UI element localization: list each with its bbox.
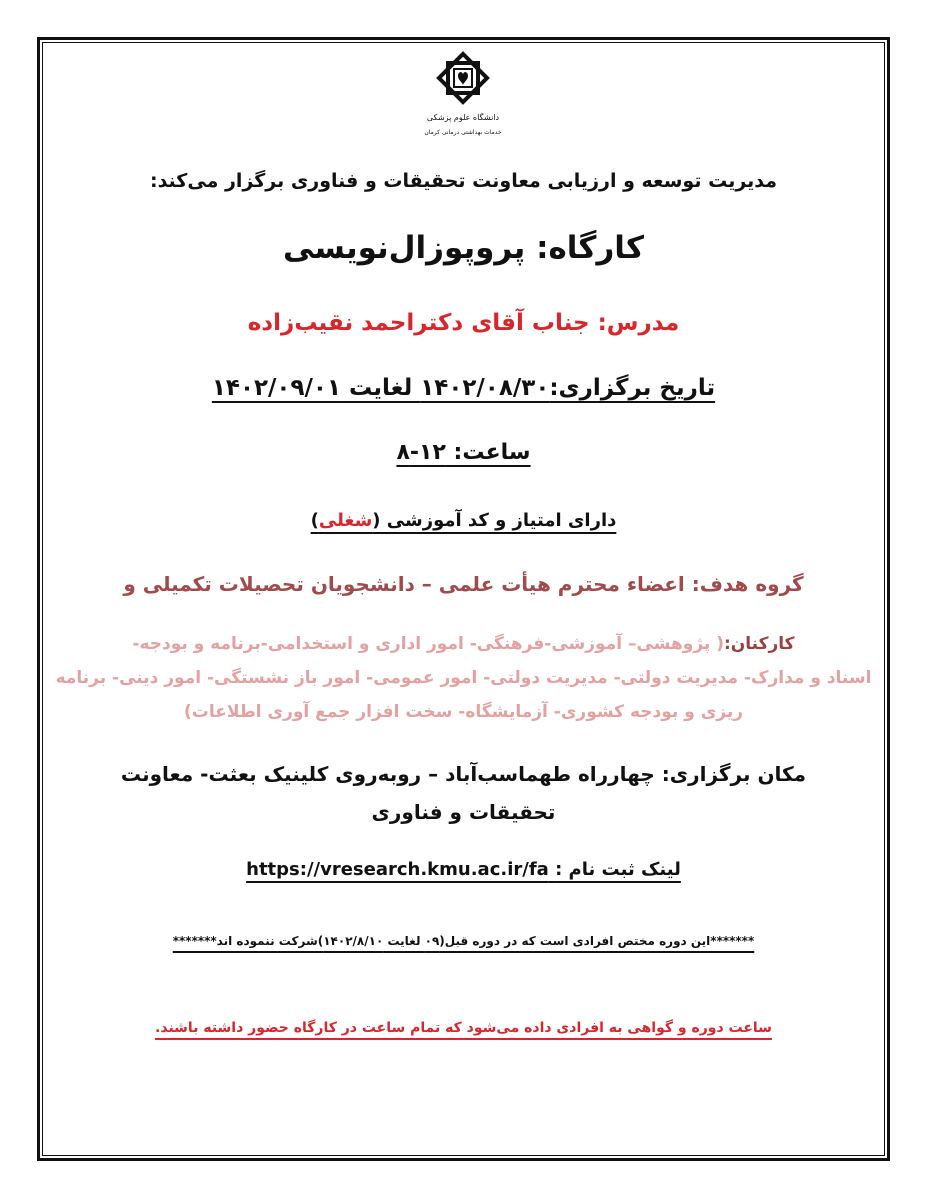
points-highlight: شغلی [318, 510, 373, 531]
venue-line-2: تحقیقات و فناوری [371, 800, 556, 824]
target-group-line: گروه هدف: اعضاء محترم هیأت علمی – دانشجویان تحصیلات تکمیلی و [123, 572, 804, 596]
university-emblem-icon [413, 48, 513, 148]
points-suffix: ) [310, 510, 319, 531]
registration-link[interactable]: https://vresearch.kmu.ac.ir/fa [246, 859, 549, 880]
points-prefix: دارای امتیاز و کد آموزشی ( [372, 510, 617, 531]
certificate-line [42, 1020, 885, 1036]
date-text: تاریخ برگزاری:۱۴۰۲/۰۸/۳۰ لغایت ۱۴۰۲/۰۹/۰۱ [211, 375, 716, 401]
teacher-line: مدرس: جناب آقای دکتراحمد نقیب‌زاده [247, 310, 680, 336]
points-line [42, 510, 885, 531]
logo-university-name: دانشگاه علوم پزشکی [426, 113, 500, 122]
poster-content [42, 42, 885, 1156]
organizer-line: مدیریت توسعه و ارزیابی معاونت تحقیقات و فناوری برگزار می‌کند: [149, 170, 778, 192]
staff-line-2: اسناد و مدارک- مدیریت دولتی- مدیریت دولتی- امور عمومی- امور باز نشستگی- امور دینی- برنامه [55, 668, 872, 688]
registration-wrapper [246, 859, 681, 880]
points-text [311, 510, 617, 531]
time-text: ساعت: ۱۲-۸ [396, 440, 531, 465]
note-text: *******این دوره مختص افرادی است که در دوره قبل(۰۹ لغایت ۱۴۰۲/۸/۱۰)شرکت ننموده اند******* [172, 934, 755, 948]
time-line [42, 440, 885, 465]
staff-line-1-text: ( پژوهشی– آموزشی-فرهنگی- امور اداری و استخدامی-برنامه و بودجه- [132, 634, 724, 654]
note-line [42, 934, 885, 948]
logo-subtitle: خدمات بهداشتی درمانی کرمان [424, 129, 502, 136]
registration-label: لینک ثبت نام : [555, 859, 681, 880]
workshop-title: کارگاه: پروپوزال‌نویسی [283, 230, 644, 266]
date-line [42, 375, 885, 401]
venue-line-1: مکان برگزاری: چهارراه طهماسب‌آباد – روبه‌روی کلینیک بعثت- معاونت [120, 762, 807, 786]
staff-label: کارکنان: [723, 634, 795, 654]
staff-line-1 [42, 634, 885, 654]
university-logo [413, 48, 513, 148]
registration-line [42, 859, 885, 880]
certificate-text: ساعت دوره و گواهی به افرادی داده می‌شود که تمام ساعت در کارگاه حضور داشته باشند. [155, 1020, 772, 1036]
staff-line-3: ریزی و بودجه کشوری- آزمایشگاه- سخت افزار جمع آوری اطلاعات) [183, 702, 744, 722]
